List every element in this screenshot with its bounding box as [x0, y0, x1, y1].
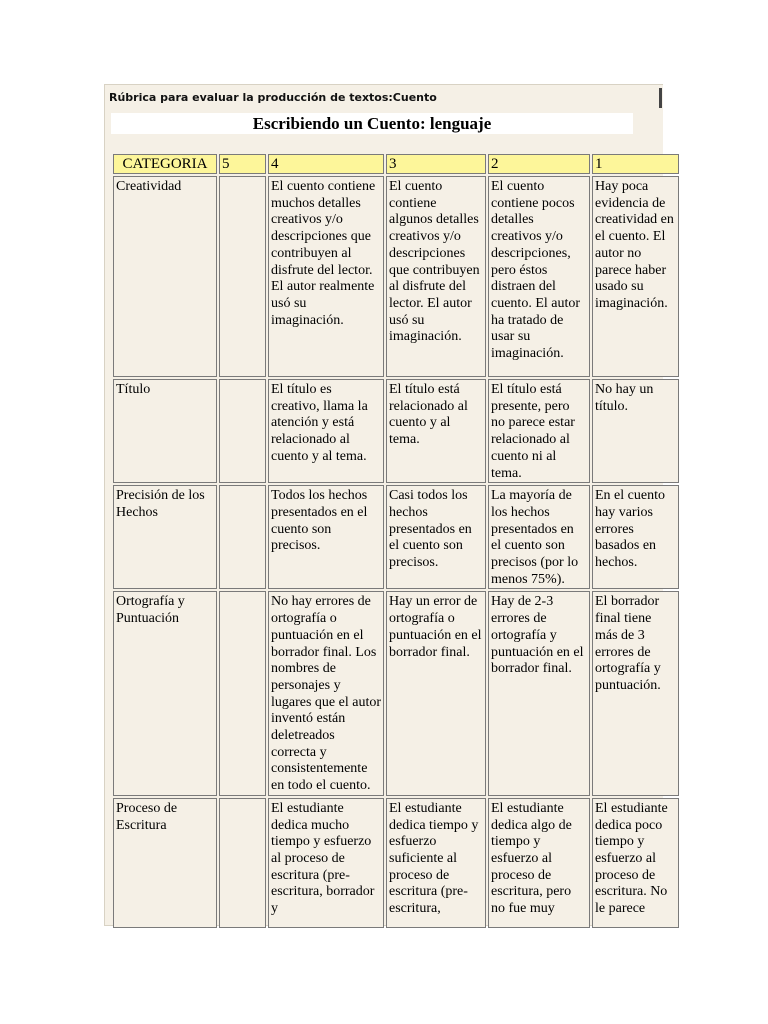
rubric-title: Escribiendo un Cuento: lenguaje [252, 114, 492, 133]
header-2: 2 [488, 154, 590, 174]
row-cell-1: El estudiante dedica poco tiempo y esfuerzo al proceso de escritura. No le parece [592, 798, 679, 928]
table-row [113, 485, 679, 589]
row-cell-1: El borrador final tiene más de 3 errores de ortografía y puntuación. [592, 591, 679, 795]
row-cell-3: El estudiante dedica tiempo y esfuerzo suficiente al proceso de escritura (pre-escritura, [386, 798, 486, 928]
row-cell-5 [219, 176, 266, 377]
header-row [113, 154, 679, 174]
table-row [113, 176, 679, 377]
row-category: Creatividad [113, 176, 217, 377]
row-cell-4: El título es creativo, llama la atención y está relacionado al cuento y al tema. [268, 379, 384, 483]
document-heading: Rúbrica para evaluar la producción de textos:Cuento [109, 91, 437, 104]
row-cell-4: El cuento contiene muchos detalles creativos y/o descripciones que contribuyen al disfrute del lector. El autor realmente usó su imaginación. [268, 176, 384, 377]
row-cell-1: En el cuento hay varios errores basados en hechos. [592, 485, 679, 589]
row-cell-3: El título está relacionado al cuento y al tema. [386, 379, 486, 483]
table-row [113, 379, 679, 483]
row-cell-1: No hay un título. [592, 379, 679, 483]
title-box [111, 113, 633, 134]
header-4: 4 [268, 154, 384, 174]
row-cell-5 [219, 591, 266, 795]
rubric-table [111, 152, 681, 930]
row-cell-5 [219, 379, 266, 483]
row-cell-4: Todos los hechos presentados en el cuento son precisos. [268, 485, 384, 589]
row-category: Precisión de los Hechos [113, 485, 217, 589]
row-category: Título [113, 379, 217, 483]
row-cell-2: El estudiante dedica algo de tiempo y esfuerzo al proceso de escritura, pero no fue muy [488, 798, 590, 928]
row-cell-4: No hay errores de ortografía o puntuación en el borrador final. Los nombres de personajes y lugares que el autor inventó están deletreados correcta y consistentemente en todo el cuento. [268, 591, 384, 795]
page-edge-marker [659, 88, 662, 108]
header-1: 1 [592, 154, 679, 174]
table-row [113, 591, 679, 795]
row-cell-5 [219, 798, 266, 928]
row-cell-4: El estudiante dedica mucho tiempo y esfuerzo al proceso de escritura (pre-escritura, borrador y [268, 798, 384, 928]
row-cell-3: El cuento contiene algunos detalles creativos y/o descripciones que contribuyen al disfrute del lector. El autor usó su imaginación. [386, 176, 486, 377]
header-categoria: CATEGORIA [113, 154, 217, 174]
table-row [113, 798, 679, 928]
header-3: 3 [386, 154, 486, 174]
row-cell-2: La mayoría de los hechos presentados en el cuento son precisos (por lo menos 75%). [488, 485, 590, 589]
row-cell-2: El título está presente, pero no parece estar relacionado al cuento ni al tema. [488, 379, 590, 483]
row-cell-2: El cuento contiene pocos detalles creativos y/o descripciones, pero éstos distraen del cuento. El autor ha tratado de usar su imaginación. [488, 176, 590, 377]
header-5: 5 [219, 154, 266, 174]
row-category: Ortografía y Puntuación [113, 591, 217, 795]
row-cell-1: Hay poca evidencia de creatividad en el cuento. El autor no parece haber usado su imaginación. [592, 176, 679, 377]
document-page [104, 84, 674, 926]
row-cell-3: Casi todos los hechos presentados en el cuento son precisos. [386, 485, 486, 589]
row-cell-2: Hay de 2-3 errores de ortografía y puntuación en el borrador final. [488, 591, 590, 795]
row-category: Proceso de Escritura [113, 798, 217, 928]
row-cell-5 [219, 485, 266, 589]
row-cell-3: Hay un error de ortografía o puntuación en el borrador final. [386, 591, 486, 795]
